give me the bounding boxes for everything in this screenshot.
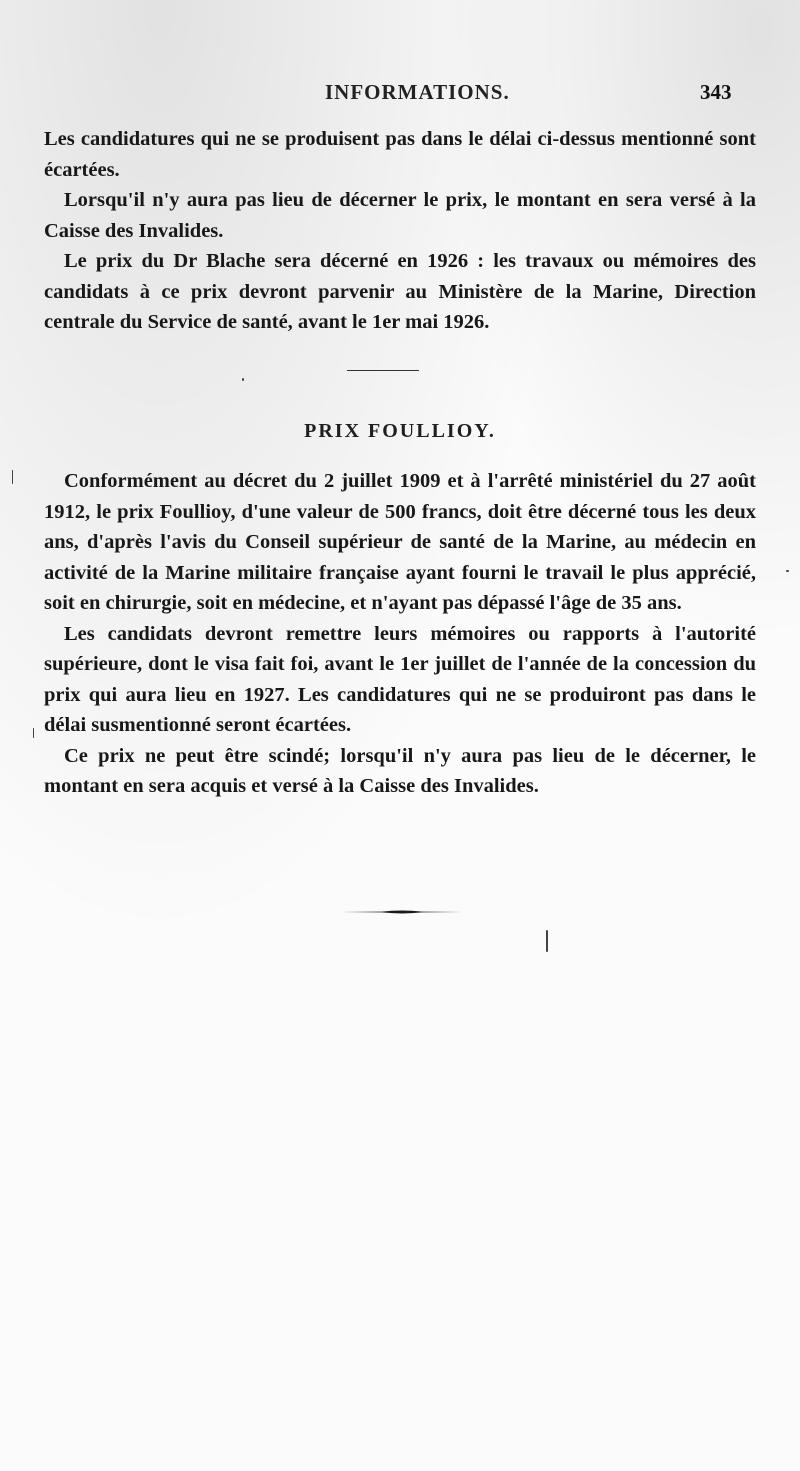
print-speck bbox=[786, 570, 789, 572]
paragraph: Les candidatures qui ne se produisent pas dans le délai ci-dessus mentionné sont écartées. bbox=[44, 128, 756, 181]
running-title: INFORMATIONS. bbox=[325, 80, 510, 104]
print-speck bbox=[242, 378, 244, 381]
page-number: 343 bbox=[700, 80, 732, 104]
paragraph: Le prix du Dr Blache sera décerné en 1926 : les travaux ou mémoires des candidats à ce prix devront parvenir au Ministère de la Marine, Direction centrale du Service de santé, avant le 1er mai 1926. bbox=[44, 250, 756, 333]
section-divider bbox=[347, 370, 419, 371]
text-block-foullioy-prize bbox=[44, 466, 756, 802]
text-block-blache-prize bbox=[44, 124, 756, 338]
paragraph: Lorsqu'il n'y aura pas lieu de décerner le prix, le montant en sera versé à la Caisse des Invalides. bbox=[44, 189, 756, 242]
print-speck bbox=[546, 930, 548, 952]
paragraph: Conformément au décret du 2 juillet 1909 et à l'arrêté ministériel du 27 août 1912, le prix Foullioy, d'une valeur de 500 francs, doit être décerné tous les deux ans, d'après l'avis du Conseil supérieur de santé de la Marine, au médecin en activité de la Marine militaire française ayant fourni le travail le plus apprécié, soit en chirurgie, soit en médecine, et n'ayant pas dépassé l'âge de 35 ans. bbox=[44, 470, 756, 614]
section-title: PRIX FOULLIOY. bbox=[304, 420, 496, 442]
paragraph: Les candidats devront remettre leurs mémoires ou rapports à l'autorité supérieure, dont le visa fait foi, avant le 1er juillet de l'année de la concession du prix qui aura lieu en 1927. Les candidatures qui ne se produiront pas dans le délai susmentionné seront écartées. bbox=[44, 622, 756, 736]
running-head bbox=[0, 80, 800, 110]
end-ornament-rule bbox=[342, 908, 462, 916]
paragraph: Ce prix ne peut être scindé; lorsqu'il n'y aura pas lieu de le décerner, le montant en sera acquis et versé à la Caisse des Invalides. bbox=[44, 744, 756, 797]
print-speck bbox=[12, 470, 13, 484]
print-speck bbox=[33, 728, 34, 738]
